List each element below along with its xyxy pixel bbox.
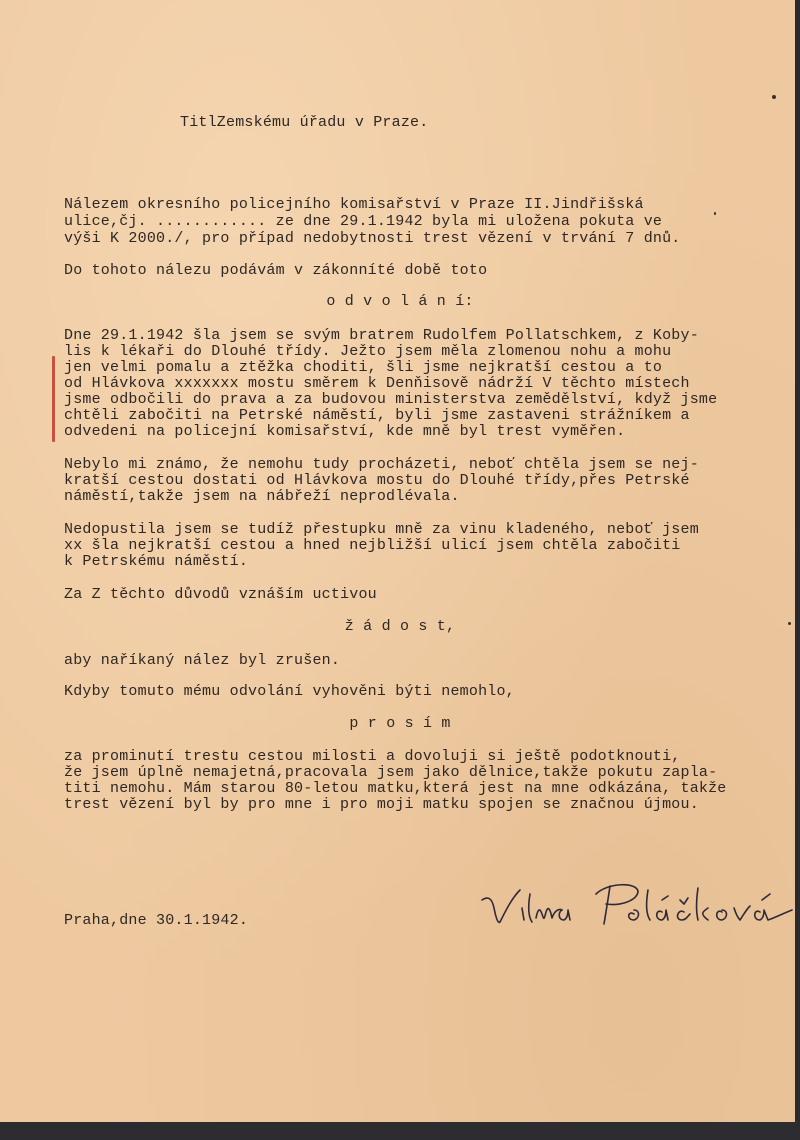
- handwritten-signature: [478, 878, 796, 938]
- ink-speck: [788, 622, 791, 625]
- date-place: Praha,dne 30.1.1942.: [64, 912, 249, 929]
- reasons-line: Za Z těchto důvodů vznáším uctivou: [64, 586, 377, 603]
- para5-line3: titi nemohu. Mám starou 80-letou matku,která jest na mne odkázána, takže: [64, 780, 727, 797]
- para1-line1: Nálezem okresního policejního komisařství v Praze II.Jindřišská: [64, 196, 644, 213]
- intro-line: Do tohoto nálezu podávám v zákonníté době toto: [64, 262, 488, 279]
- red-margin-mark: [52, 356, 55, 442]
- para4-line2: xx šla nejkratší cestou a hned nejbližší ulicí jsem chtěla zabočiti: [64, 537, 681, 554]
- para3-line2: kratší cestou dostati od Hlávkova mostu do Dlouhé třídy,přes Petrské: [64, 472, 690, 489]
- para5-line1: za prominutí trestu cestou milosti a dovoluji si ještě podotknouti,: [64, 748, 681, 765]
- para2-line4: od Hlávkova xxxxxxx mostu směrem k Denňisově nádrží V těchto místech: [64, 375, 690, 392]
- para2-line2: lis k lékaři do Dlouhé třídy. Ježto jsem měla zlomenou nohu a mohu: [64, 343, 672, 360]
- ink-speck: [772, 95, 776, 99]
- para2-line6: chtěli zabočiti na Petrské náměstí, byli jsme zastaveni strážníkem a: [64, 407, 690, 424]
- para5-line4: trest vězení byl by pro mne i pro moji matku spojen se značnou újmou.: [64, 796, 699, 813]
- heading-zadost: ž á d o s t,: [344, 618, 456, 635]
- ink-speck: [714, 212, 716, 215]
- para3-line1: Nebylo mi známo, že nemohu tudy procházeti, neboť chtěla jsem se nej-: [64, 456, 699, 473]
- addressee: TitlZemskému úřadu v Praze.: [180, 114, 429, 131]
- para5-line2: že jsem úplně nemajetná,pracovala jsem jako dělnice,takže pokutu zapla-: [64, 764, 718, 781]
- para4-line3: k Petrskému náměstí.: [64, 553, 249, 570]
- heading-odvolani: o d v o l á n í:: [326, 293, 474, 310]
- para2-line3: jen velmi pomalu a ztěžka choditi, šli jsme nejkratší cestou a to: [64, 359, 663, 376]
- para3-line3: náměstí,takže jsem na nábřeží neprodlévala.: [64, 488, 460, 505]
- para2-line5: jsme odbočili do prava a za budovou ministerstva zemědělství, když jsme: [64, 391, 718, 408]
- para2-line7: odvedeni na policejní komisařství, kde mně byl trest vyměřen.: [64, 423, 626, 440]
- para1-line2: ulice,čj. ............ ze dne 29.1.1942 byla mi uložena pokuta ve: [64, 213, 663, 230]
- heading-prosim: p r o s í m: [349, 715, 451, 732]
- para2-line1: Dne 29.1.1942 šla jsem se svým bratrem Rudolfem Pollatschkem, z Koby-: [64, 327, 699, 344]
- para1-line3: výši K 2000./, pro případ nedobytnosti trest vězení v trvání 7 dnů.: [64, 230, 681, 247]
- condition-line: Kdyby tomuto mému odvolání vyhověni býti nemohlo,: [64, 683, 515, 700]
- scanner-background-strip: [0, 1122, 800, 1140]
- para4-line1: Nedopustila jsem se tudíž přestupku mně za vinu kladeného, neboť jsem: [64, 521, 699, 538]
- request-line: aby naříkaný nález byl zrušen.: [64, 652, 341, 669]
